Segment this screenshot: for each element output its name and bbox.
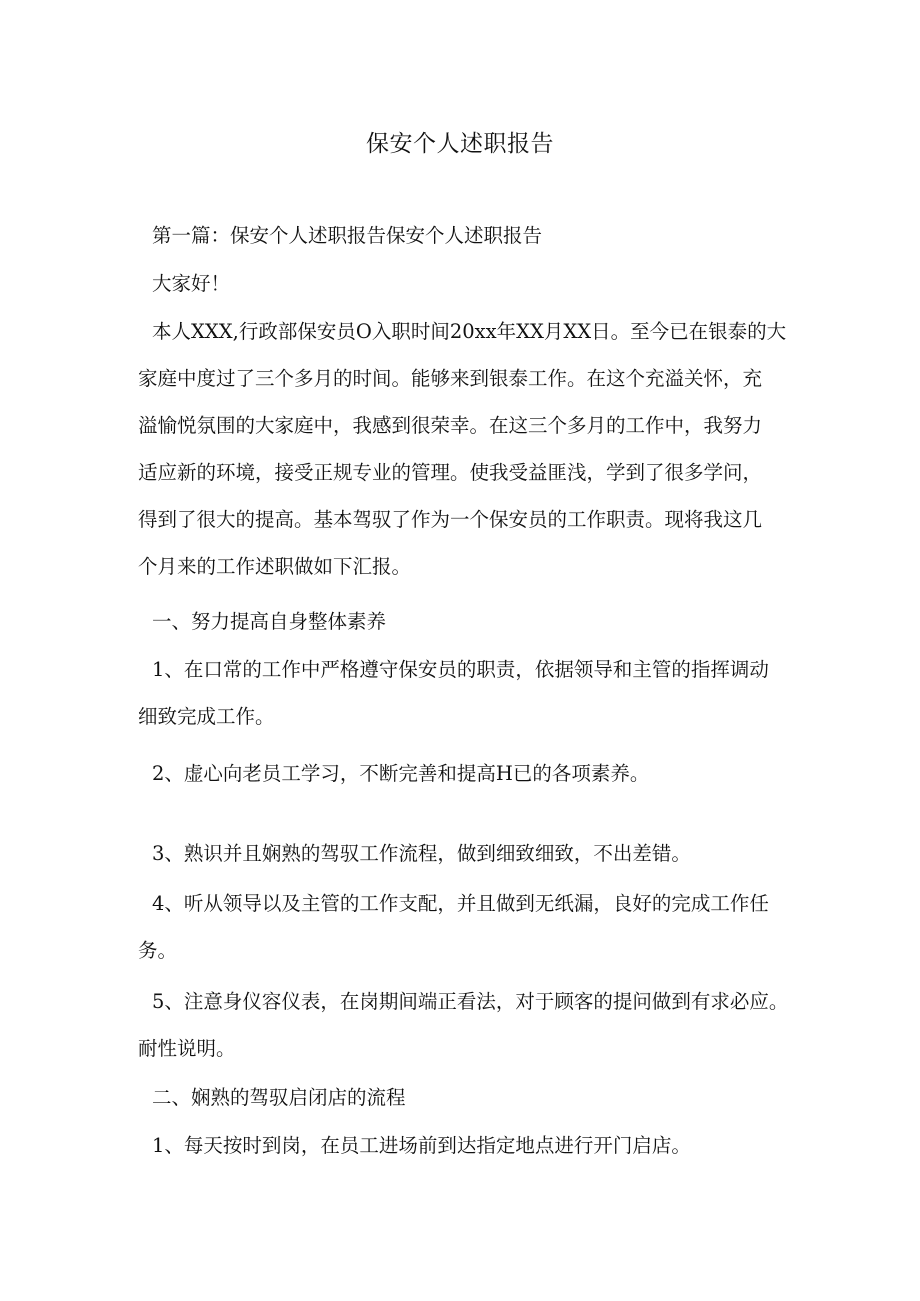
intro-line: 个月来的工作述职做如下汇报。	[138, 555, 412, 578]
intro-line: 溢愉悦氛围的大家庭中，我感到很荣幸。在这三个多月的工作中，我努力	[138, 414, 763, 437]
list-item-5	[138, 978, 790, 1072]
intro-line: 适应新的环境，接受正规专业的管理。使我受益匪浅，学到了很多学问，	[138, 461, 763, 484]
list-item-line: 耐性说明。	[138, 1037, 236, 1060]
section-2-list-item-1: 1、每天按时到岗，在员工进场前到达指定地点进行开门启店。	[152, 1134, 691, 1157]
greeting: 大家好！	[152, 272, 231, 295]
list-item-3: 3、熟识并且娴熟的驾驭工作流程，做到细致细致，不出差错。	[152, 842, 691, 865]
section-1-title: 一、努力提高自身整体素养	[152, 610, 387, 633]
document-title: 保安个人述职报告	[366, 131, 554, 157]
section-2-title: 二、娴熟的驾驭启闭店的流程	[152, 1086, 406, 1109]
list-item-2: 2、虚心向老员工学习，不断完善和提高H已的各项素养。	[152, 762, 650, 785]
list-item-4	[138, 880, 790, 974]
list-item-line: 细致完成工作。	[138, 705, 275, 728]
list-item-line: 5、注意身仪容仪表，在岗期间端正看法，对于顾客的提问做到有求必应。	[152, 990, 789, 1013]
intro-paragraph	[138, 308, 790, 590]
list-item-line: 务。	[138, 939, 178, 962]
list-item-line: 1、在口常的工作中严格遵守保安员的职责，依据领导和主管的指挥调动	[152, 658, 769, 681]
intro-line: 本人XXX,行政部保安员O入职时间20xx年XX月XX日。至今已在银泰的大	[152, 320, 787, 343]
list-item-line: 4、听从领导以及主管的工作支配，并且做到无纸漏，良好的完成工作任	[152, 892, 769, 915]
intro-line: 家庭中度过了三个多月的时间。能够来到银泰工作。在这个充溢关怀，充	[138, 367, 763, 390]
intro-line: 得到了很大的提高。基本驾驭了作为一个保安员的工作职责。现将我这几	[138, 508, 763, 531]
chapter-heading: 第一篇：保安个人述职报告保安个人述职报告	[152, 224, 543, 247]
list-item-1	[138, 646, 790, 740]
